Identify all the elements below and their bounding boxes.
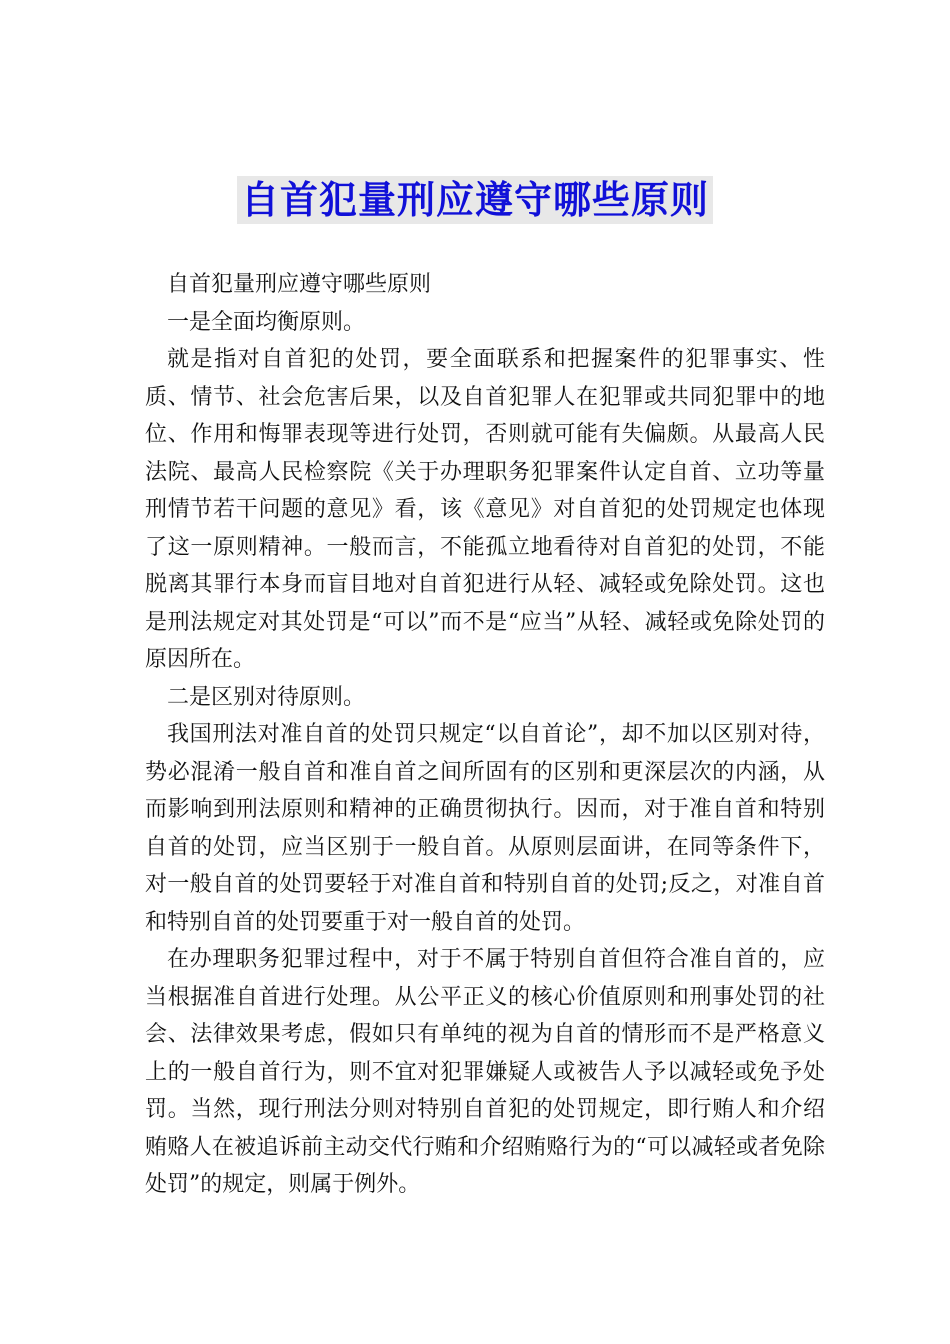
paragraph-heading: 自首犯量刑应遵守哪些原则 (167, 272, 432, 297)
paragraph-principle-two: 二是区别对待原则。 (167, 684, 366, 710)
title-container (0, 176, 950, 224)
paragraph-principle-two-body: 我国刑法对准自首的处罚只规定“以自首论”，却不加以区别对待，势必混淆一般自首和准自首之间所固有的区别和更深层次的内涵，从而影响到刑法原则和精神的正确贯彻执行。因而，对于准自首和特别自首的处罚，应当区别于一般自首。从原则层面讲，在同等条件下，对一般自首的处罚要轻于对准自首和特别自首的处罚;反之，对准自首和特别自首的处罚要重于对一般自首的处罚。 (145, 722, 825, 935)
paragraph-duty-crime: 在办理职务犯罪过程中，对于不属于特别自首但符合准自首的，应当根据准自首进行处理。从公平正义的核心价值原则和刑事处罚的社会、法律效果考虑，假如只有单纯的视为自首的情形而不是严格意义上的一般自首行为，则不宜对犯罪嫌疑人或被告人予以减轻或免予处罚。当然，现行刑法分则对特别自首犯的处罚规定，即行贿人和介绍贿赂人在被追诉前主动交代行贿和介绍贿赂行为的“可以减轻或者免除处罚”的规定，则属于例外。 (145, 947, 825, 1197)
document-title: 自首犯量刑应遵守哪些原则 (237, 176, 713, 224)
document-body (145, 266, 825, 1204)
paragraph-principle-one-body: 就是指对自首犯的处罚，要全面联系和把握案件的犯罪事实、性质、情节、社会危害后果，以及自首犯罪人在犯罪或共同犯罪中的地位、作用和悔罪表现等进行处罚，否则就可能有失偏颇。从最高人民法院、最高人民检察院《关于办理职务犯罪案件认定自首、立功等量刑情节若干问题的意见》看，该《意见》对自首犯的处罚规定也体现了这一原则精神。一般而言，不能孤立地看待对自首犯的处罚，不能脱离其罪行本身而盲目地对自首犯进行从轻、减轻或免除处罚。这也是刑法规定对其处罚是“可以”而不是“应当”从轻、减轻或免除处罚的原因所在。 (145, 347, 825, 672)
paragraph-principle-one: 一是全面均衡原则。 (167, 309, 366, 335)
